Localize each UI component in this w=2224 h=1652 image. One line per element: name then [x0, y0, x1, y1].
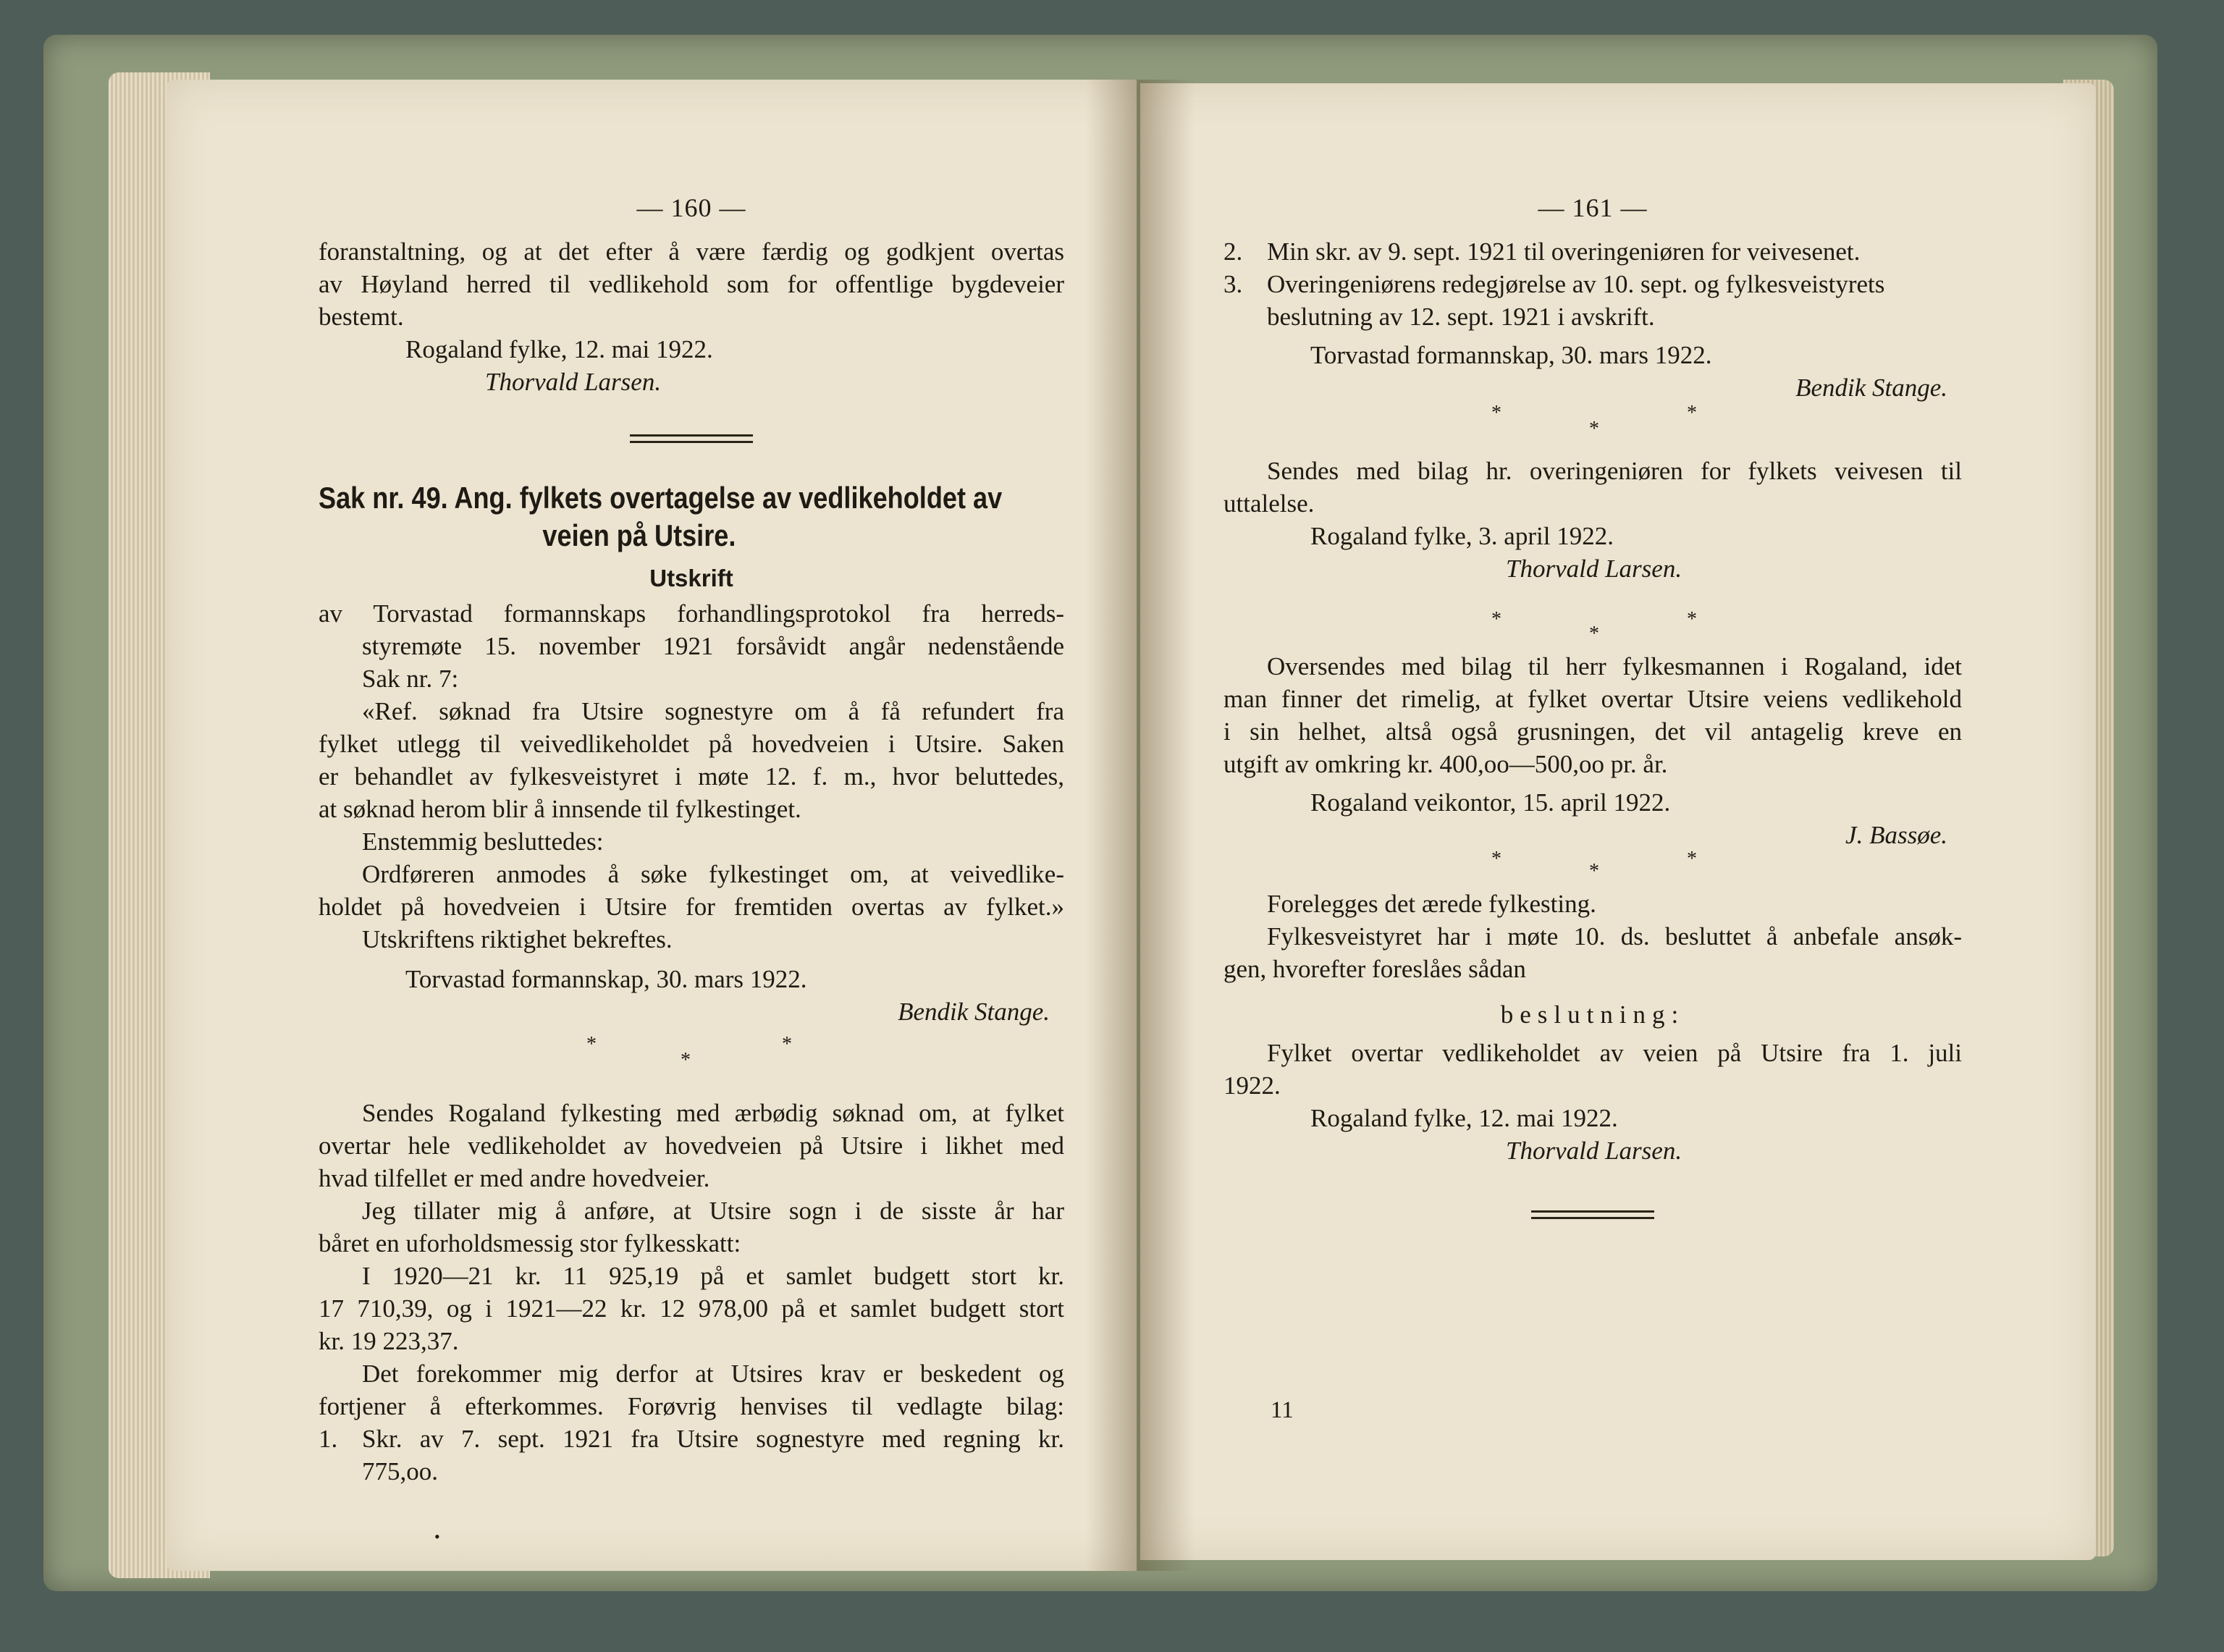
text-line: er behandlet av fylkesveistyret i møte 12. f. m., hvor beluttedes,	[319, 762, 1064, 791]
text-line: I 1920—21 kr. 11 925,19 på et samlet budgett stort kr.	[362, 1262, 1064, 1290]
star-mark: *	[1491, 848, 1501, 870]
text-line: «Ref. søknad fra Utsire sognestyre om å få refundert fra	[362, 697, 1064, 725]
resolution-heading: beslutning:	[1500, 1000, 1685, 1029]
text-line: Enstemmig besluttedes:	[362, 827, 604, 856]
text-line: Overingeniørens redegjørelse av 10. sept. og fylkesveistyrets	[1267, 270, 1885, 298]
star-separator	[1223, 585, 1962, 650]
list-number: 2.	[1223, 237, 1243, 266]
date-line: Torvastad formannskap, 30. mars 1922.	[1310, 341, 1712, 369]
text-line: Sak nr. 7:	[362, 665, 459, 693]
star-mark: *	[1491, 402, 1501, 424]
text-line: Min skr. av 9. sept. 1921 til overingeniøren for veivesenet.	[1267, 237, 1861, 266]
text-line: gen, hvorefter foreslåes sådan	[1223, 955, 1526, 983]
section-heading	[319, 479, 1066, 555]
text-line: fortjener å efterkommes. Forøvrig henvises til vedlagte bilag:	[319, 1392, 1064, 1420]
signature: Bendik Stange.	[898, 998, 1050, 1026]
signature: Thorvald Larsen.	[485, 368, 662, 396]
text-line: holdet på hovedveien i Utsire for fremtiden overtas av fylket.»	[319, 893, 1064, 921]
text-line: Sendes Rogaland fylkesting med ærbødig søknad om, at fylket	[362, 1099, 1064, 1127]
date-line: Torvastad formannskap, 30. mars 1922.	[405, 965, 807, 993]
star-mark: *	[1687, 608, 1697, 631]
star-mark: *	[1589, 860, 1599, 882]
star-mark: *	[1589, 623, 1599, 645]
list-number: 3.	[1223, 270, 1243, 298]
heading-line: veien på Utsire.	[542, 518, 736, 552]
date-line: Rogaland fylke, 12. mai 1922.	[1310, 1104, 1618, 1132]
text-line: i sin helhet, altså også grusningen, det vil antagelig kreve en	[1223, 717, 1962, 746]
subheading: Utskrift	[649, 565, 733, 591]
divider-rule	[630, 434, 753, 443]
star-separator	[1223, 848, 1962, 888]
star-separator	[1223, 404, 1962, 455]
star-mark: *	[1687, 402, 1697, 424]
text-line: Forelegges det ærede fylkesting.	[1267, 890, 1596, 918]
text-line: 17 710,39, og i 1921—22 kr. 12 978,00 på et samlet budgett stort	[319, 1294, 1064, 1323]
text-line: utgift av omkring kr. 400,oo—500,oo pr. år.	[1223, 750, 1668, 778]
star-mark: *	[1491, 608, 1501, 631]
text-line: uttalelse.	[1223, 489, 1315, 518]
list-item	[319, 1423, 1064, 1455]
list-number: 1.	[319, 1425, 338, 1453]
text-line: Det forekommer mig derfor at Utsires krav er beskedent og	[362, 1360, 1064, 1388]
text-line: Skr. av 7. sept. 1921 fra Utsire sognestyre med regning kr.	[362, 1425, 1064, 1453]
heading-line: Sak nr. 49. Ang. fylkets overtagelse av vedlikeholdet av	[319, 481, 1003, 515]
date-line: Rogaland veikontor, 15. april 1922.	[1310, 788, 1671, 817]
star-mark: *	[681, 1049, 691, 1071]
star-mark: *	[586, 1033, 597, 1055]
text-line: 1922.	[1223, 1071, 1281, 1100]
text-line: 775,oo.	[362, 1457, 438, 1485]
text-line: Fylket overtar vedlikeholdet av veien på Utsire fra 1. juli	[1267, 1039, 1962, 1067]
text-line: man finner det rimelig, at fylket overtar Utsire veiens vedlikehold	[1223, 685, 1962, 713]
date-line: Rogaland fylke, 12. mai 1922.	[405, 335, 713, 363]
signature: Bendik Stange.	[1795, 374, 1947, 402]
speck-mark: •	[434, 1527, 440, 1546]
star-mark: *	[1687, 848, 1697, 870]
star-mark: *	[1589, 418, 1599, 440]
divider-rule	[1531, 1210, 1654, 1219]
text-line: av Høyland herred til vedlikehold som for offentlige bygdeveier	[319, 270, 1064, 298]
book-gutter	[1086, 80, 1195, 1571]
text-line: Sendes med bilag hr. overingeniøren for fylkets veivesen til	[1267, 457, 1962, 485]
text-line: Oversendes med bilag til herr fylkesmannen i Rogaland, idet	[1267, 652, 1962, 680]
text-line: Jeg tillater mig å anføre, at Utsire sogn i de sisste år har	[362, 1197, 1064, 1225]
signature: Thorvald Larsen.	[1506, 1137, 1682, 1165]
right-page-text	[1223, 192, 1962, 1255]
text-line: overtar hele vedlikeholdet av hovedveien på Utsire i likhet med	[319, 1131, 1064, 1160]
star-separator	[319, 1028, 1064, 1097]
text-line: Fylkesveistyret har i møte 10. ds. besluttet å anbefale ansøk-	[1267, 922, 1962, 951]
left-page-text	[319, 192, 1064, 1488]
date-line: Rogaland fylke, 3. april 1922.	[1310, 522, 1614, 550]
text-line: at søknad herom blir å innsende til fylkestinget.	[319, 795, 801, 823]
signature: Thorvald Larsen.	[1506, 555, 1682, 583]
text-line: av Torvastad formannskaps forhandlingsprotokol fra herreds-	[319, 599, 1064, 628]
text-line: kr. 19 223,37.	[319, 1327, 459, 1355]
text-line: Ordføreren anmodes å søke fylkestinget om, at veivedlike-	[362, 860, 1064, 888]
text-line: beslutning av 12. sept. 1921 i avskrift.	[1267, 303, 1655, 331]
star-mark: *	[782, 1033, 792, 1055]
text-line: bestemt.	[319, 303, 404, 331]
sheet-signature-number: 11	[1271, 1397, 1294, 1423]
text-line: styremøte 15. november 1921 forsåvidt angår nedenstående	[362, 632, 1064, 660]
page-number: — 160 —	[636, 193, 746, 222]
text-line: foranstaltning, og at det efter å være færdig og godkjent overtas	[319, 237, 1064, 266]
list-item	[1223, 268, 1962, 300]
text-line: Utskriftens riktighet bekreftes.	[362, 925, 673, 953]
page-number: — 161 —	[1538, 193, 1648, 222]
signature: J. Bassøe.	[1845, 821, 1947, 849]
text-line: båret en uforholdsmessig stor fylkesskatt:	[319, 1229, 741, 1257]
text-line: fylket utlegg til veivedlikeholdet på hovedveien i Utsire. Saken	[319, 730, 1064, 758]
text-line: hvad tilfellet er med andre hovedveier.	[319, 1164, 710, 1192]
list-item	[1223, 235, 1962, 268]
